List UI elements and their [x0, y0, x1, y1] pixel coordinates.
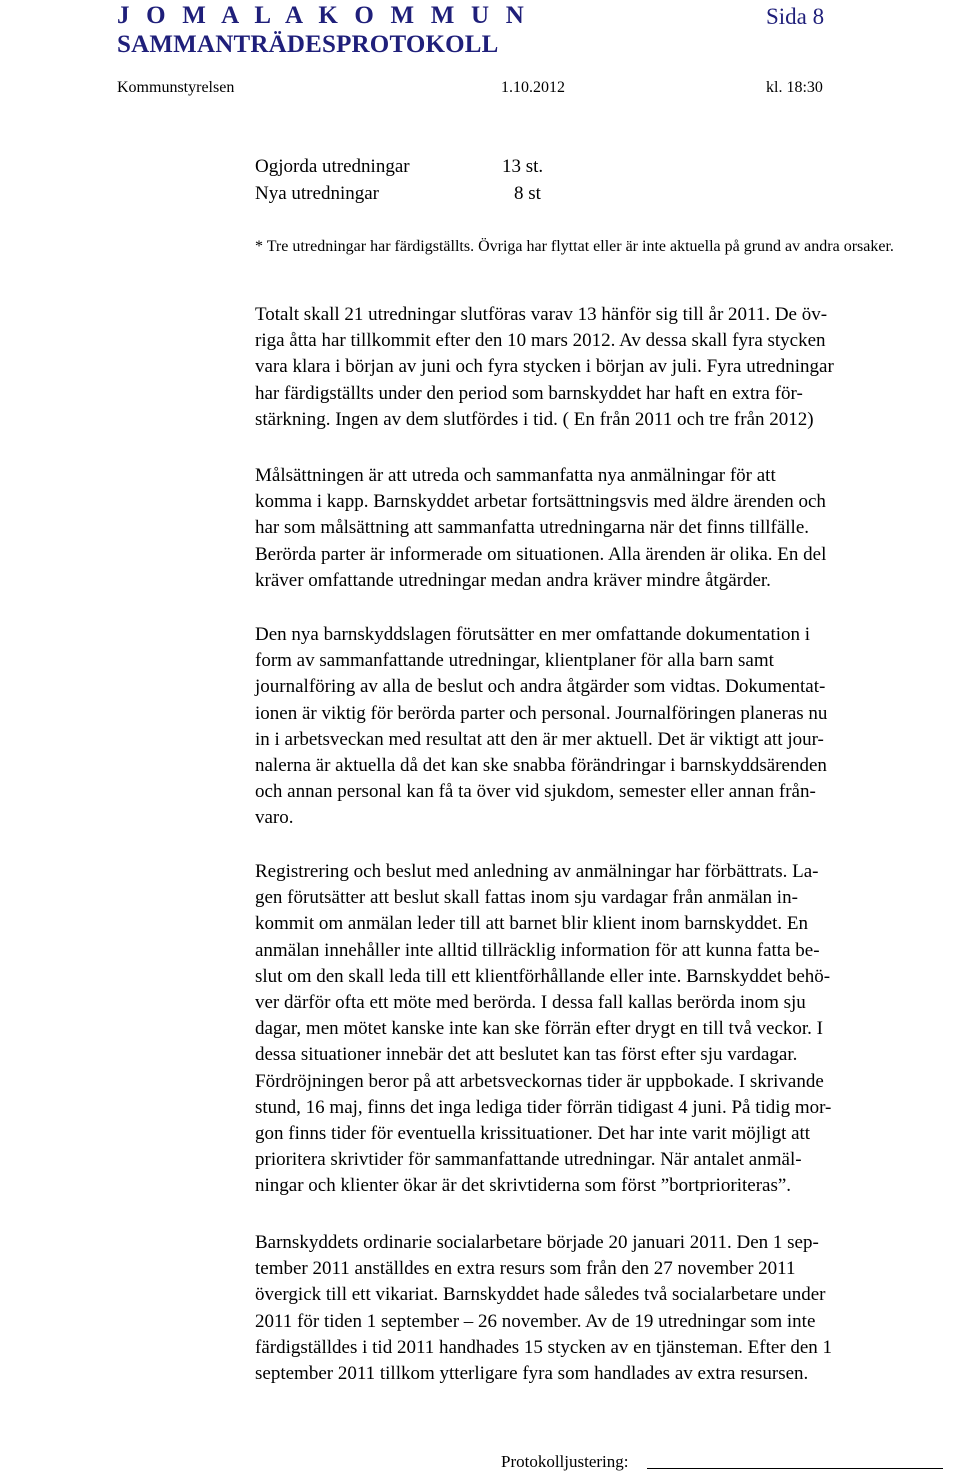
- paragraph: [255, 463, 951, 594]
- paragraph-line: gen förutsätter att beslut skall fattas inom sju vardagar från anmälan in-: [255, 887, 798, 909]
- protocol-verification-label: Protokolljustering:: [501, 1452, 629, 1471]
- paragraph-line: in i arbetsveckan med resultat att den är mer aktuell. Det är viktigt att jour-: [255, 728, 824, 750]
- paragraph-line: ver därför ofta ett möte med berörda. I dessa fall kallas berörda inom sju: [255, 992, 806, 1014]
- paragraph-line: prioritera skrivtider för sammanfattande utredningar. När antalet anmäl-: [255, 1149, 802, 1171]
- paragraph: [255, 302, 951, 433]
- paragraph-line: övergick till ett vikariat. Barnskyddet hade således två socialarbetare under: [255, 1284, 826, 1306]
- paragraph-line: Barnskyddets ordinarie socialarbetare började 20 januari 2011. Den 1 sep-: [255, 1232, 819, 1253]
- paragraph: [255, 622, 951, 832]
- paragraph: [255, 1230, 951, 1387]
- paragraph-line: Målsättningen är att utreda och sammanfatta nya anmälningar för att: [255, 465, 776, 486]
- paragraph: [255, 859, 951, 1200]
- paragraph-line: ningar och klienter ökar är det skrivtiderna som först ”bortprioriteras”.: [255, 1175, 792, 1197]
- paragraph-line: Berörda parter är informerade om situationen. Alla ärenden är olika. En del: [255, 543, 827, 565]
- paragraph-line: har färdigställts under den period som barnskyddet har haft en extra för-: [255, 382, 803, 404]
- page-number: Sida 8: [766, 4, 825, 29]
- stat-label: Ogjorda utredningar: [255, 156, 410, 177]
- stat-value: 8 st: [514, 183, 541, 204]
- paragraph-line: Fördröjningen beror på att arbetsveckornas tider är uppbokade. I skrivande: [255, 1070, 824, 1092]
- paragraph-line: färdigställdes i tid 2011 handhades 15 stycken av en tjänsteman. Efter den 1: [255, 1336, 833, 1358]
- paragraph-line: kräver omfattande utredningar medan andra kräver mindre åtgärder.: [255, 569, 771, 591]
- meeting-time: kl. 18:30: [766, 79, 823, 96]
- paragraph-line: Totalt skall 21 utredningar slutföras varav 13 hänför sig till år 2011. De öv-: [255, 304, 828, 325]
- footnote: * Tre utredningar har färdigställts. Övriga har flyttat eller är inte aktuella på grund av andra orsaker.: [255, 238, 894, 255]
- paragraph-line: gon finns tider för eventuella krissituationer. Det har inte varit möjligt att: [255, 1123, 811, 1145]
- signature-line: [647, 1468, 943, 1469]
- paragraph-line: anmälan innehåller inte alltid tillräcklig information för att kunna fatta be-: [255, 939, 820, 961]
- paragraph-line: stärkning. Ingen av dem slutfördes i tid. ( En från 2011 och tre från 2012): [255, 408, 814, 430]
- paragraph-line: nalerna är aktuella då det kan ske snabba förändringar i barnskyddsärenden: [255, 755, 827, 777]
- paragraph-line: ionen är viktig för berörda parter och personal. Journalföringen planeras nu: [255, 702, 828, 724]
- paragraph-line: Registrering och beslut med anledning av anmälningar har förbättrats. La-: [255, 861, 819, 882]
- paragraph-line: Den nya barnskyddslagen förutsätter en mer omfattande dokumentation i: [255, 624, 811, 645]
- meeting-body: Kommunstyrelsen: [117, 79, 235, 96]
- paragraph-line: och annan personal kan få ta över vid sjukdom, semester eller annan från-: [255, 781, 816, 803]
- municipality-name: J O M A L A K O M M U N: [117, 2, 529, 29]
- paragraph-line: dessa situationer innebär det att beslutet kan tas först efter sju vardagar.: [255, 1044, 798, 1066]
- stat-value: 13 st.: [502, 156, 544, 177]
- paragraph-line: september 2011 tillkom ytterligare fyra som handlades av extra resursen.: [255, 1363, 809, 1385]
- paragraph-line: slut om den skall leda till ett klientförhållande eller inte. Barnskyddet behö-: [255, 965, 831, 987]
- paragraph-line: har som målsättning att sammanfatta utredningarna när det finns tillfälle.: [255, 517, 809, 539]
- paragraph-line: tember 2011 anställdes en extra resurs som från den 27 november 2011: [255, 1258, 796, 1280]
- paragraph-line: form av sammanfattande utredningar, klientplaner för alla barn samt: [255, 650, 774, 672]
- paragraph-line: riga åtta har tillkommit efter den 10 mars 2012. Av dessa skall fyra stycken: [255, 330, 826, 352]
- paragraph-line: stund, 16 maj, finns det inga lediga tider förrän tidigast 4 juni. På tidig mor-: [255, 1096, 832, 1118]
- document-type: SAMMANTRÄDESPROTOKOLL: [117, 31, 499, 58]
- paragraph-line: varo.: [255, 807, 294, 829]
- paragraph-line: kommit om anmälan leder till att barnet blir klient inom barnskyddet. En: [255, 913, 808, 935]
- paragraph-line: vara klara i början av juni och fyra stycken i början av juli. Fyra utredningar: [255, 356, 834, 378]
- paragraph-line: 2011 för tiden 1 september – 26 november. Av de 19 utredningar som inte: [255, 1310, 816, 1332]
- stat-label: Nya utredningar: [255, 183, 379, 204]
- paragraph-line: journalföring av alla de beslut och andra åtgärder som vidtas. Dokumentat-: [255, 676, 826, 698]
- paragraph-line: dagar, men mötet kanske inte kan ske förrän efter drygt en till två veckor. I: [255, 1018, 823, 1040]
- meeting-date: 1.10.2012: [501, 79, 565, 96]
- paragraph-line: komma i kapp. Barnskyddet arbetar fortsättningsvis med äldre ärenden och: [255, 491, 826, 513]
